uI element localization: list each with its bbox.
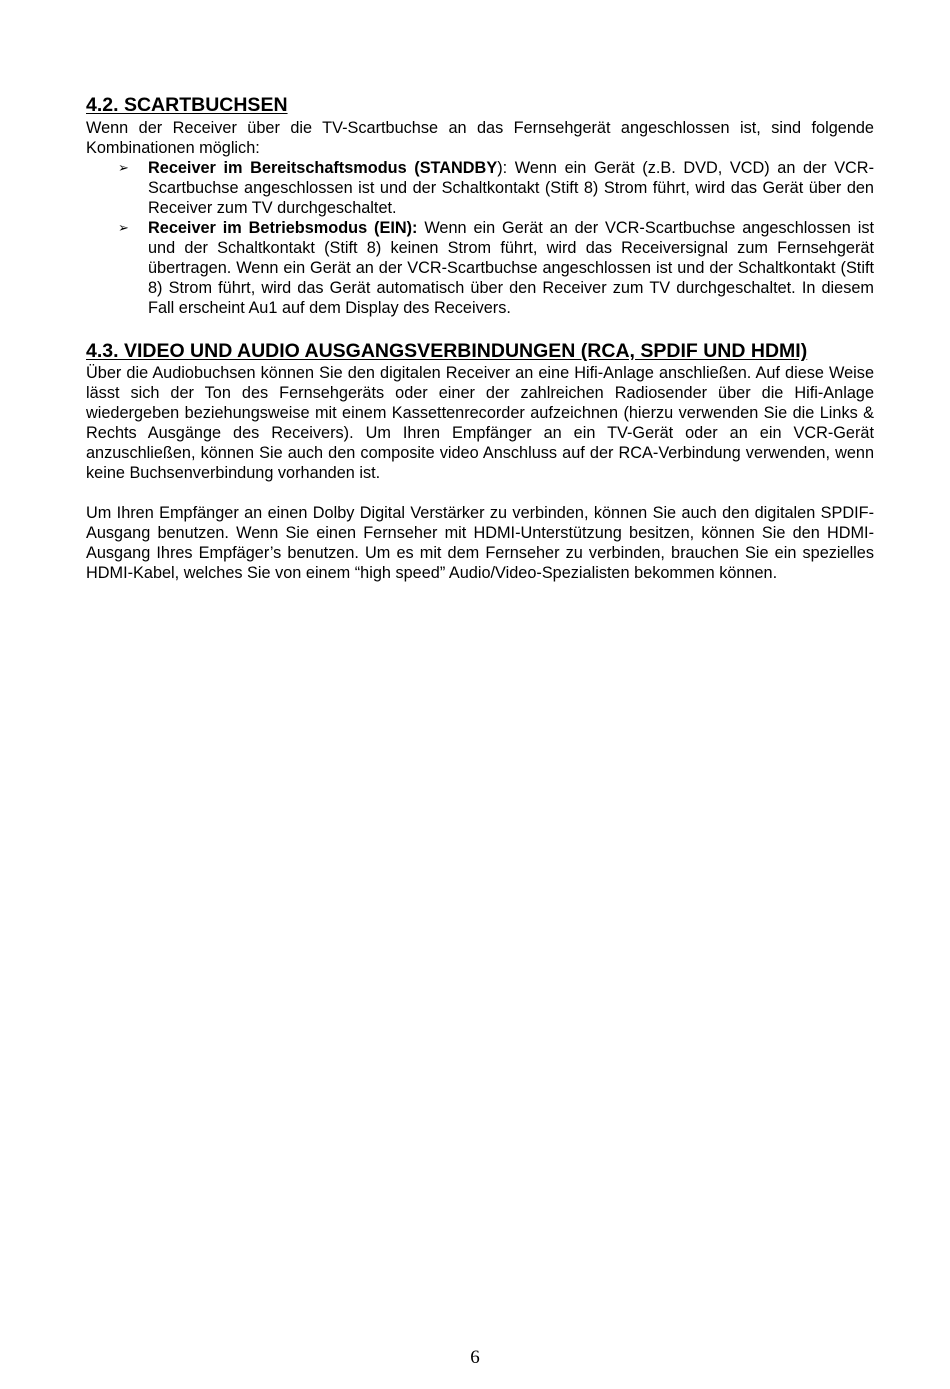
arrowhead-bullet-icon: ➢ bbox=[118, 160, 129, 175]
section-4-3-paragraph-1: Über die Audiobuchsen können Sie den digitalen Receiver an eine Hifi-Anlage anschließen. Auf diese Weise lässt sich der Ton des Fernsehgeräts oder einer der zahlreichen Radiosender über die Hifi-Anlage wiedergeben beziehungsweise mit einem Kassettenrecorder aufzeichnen (hierzu verwenden Sie die Links & Rechts Ausgänge des Receivers). Um Ihren Empfänger an ein TV-Gerät oder an ein VCR-Gerät anzuschließen, können Sie auch den composite video Anschluss auf der RCA-Verbindung verwenden, wenn keine Buchsenverbindung vorhanden ist. bbox=[86, 364, 874, 482]
scart-combinations-list bbox=[86, 158, 874, 318]
list-item-standby bbox=[86, 158, 874, 218]
operating-mode-text: Wenn ein Gerät an der VCR-Scartbuchse angeschlossen ist und der Schaltkontakt (Stift 8) keinen Strom führt, wird das Receiversignal zum Fernsehgerät übertragen. Wenn ein Gerät an der VCR-Scartbuchse angeschlossen ist und der Schaltkontakt (Stift 8) Strom führt, wird das Gerät automatisch über den Receiver zum TV durchgeschaltet. In diesem Fall erscheint Au1 auf dem Display des Receivers. bbox=[148, 219, 874, 317]
paragraph-spacer bbox=[86, 483, 874, 503]
page-number: 6 bbox=[470, 1347, 480, 1368]
section-4-2-heading: 4.2. SCARTBUCHSEN bbox=[86, 94, 288, 116]
arrowhead-bullet-icon: ➢ bbox=[118, 220, 129, 235]
section-4-2-intro: Wenn der Receiver über die TV-Scartbuchse an das Fernsehgerät angeschlossen ist, sind folgende Kombinationen möglich: bbox=[86, 119, 874, 157]
standby-mode-label: Receiver im Bereitschaftsmodus (STANDBY bbox=[148, 159, 498, 177]
section-4-3-heading: 4.3. VIDEO UND AUDIO AUSGANGSVERBINDUNGEN (RCA, SPDIF UND HDMI) bbox=[86, 340, 808, 362]
operating-mode-label: Receiver im Betriebsmodus (EIN): bbox=[148, 219, 418, 237]
section-4-3-paragraph-2: Um Ihren Empfänger an einen Dolby Digital Verstärker zu verbinden, können Sie auch den digitalen SPDIF-Ausgang benutzen. Wenn Sie einen Fernseher mit HDMI-Unterstützung besitzen, können Sie den HDMI-Ausgang Ihres Empfäger’s benutzen. Um es mit dem Fernseher zu verbinden, brauchen Sie ein spezielles HDMI-Kabel, welches Sie von einem “high speed” Audio/Video-Spezialisten bekommen können. bbox=[86, 504, 874, 582]
document-page bbox=[86, 93, 874, 583]
list-item-operating bbox=[86, 218, 874, 318]
standby-mode-text: ): Wenn ein Gerät (z.B. DVD, VCD) an der VCR-Scartbuchse angeschlossen ist und der Schaltkontakt (Stift 8) Strom führt, wird das Gerät über den Receiver zum TV durchgeschaltet. bbox=[148, 159, 874, 217]
